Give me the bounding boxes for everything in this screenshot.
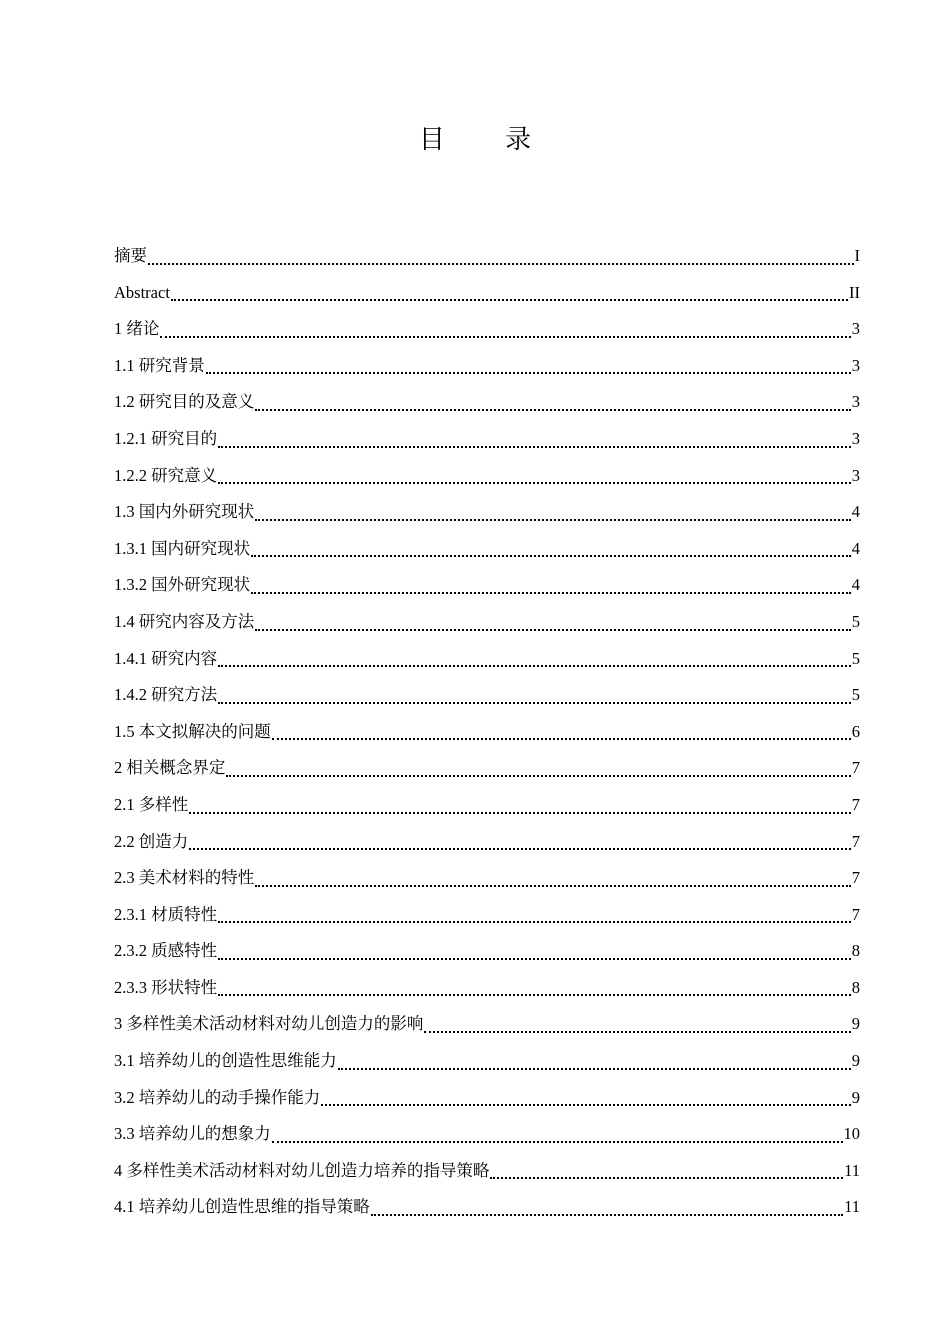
toc-entry[interactable]	[114, 1080, 860, 1117]
toc-dot-leader	[218, 920, 851, 923]
toc-title: 目 录	[418, 125, 558, 155]
toc-entry[interactable]	[114, 677, 860, 714]
toc-entry-label: Abstract	[114, 282, 170, 302]
toc-dot-leader	[255, 408, 851, 411]
toc-entry-label: 摘要	[114, 246, 147, 265]
toc-entry-page-number: 9	[851, 1014, 860, 1034]
toc-entry[interactable]	[114, 714, 860, 751]
toc-entry-label: 2.3.1 材质特性	[114, 904, 218, 924]
toc-entry-label: 1.5 本文拟解决的问题	[114, 721, 271, 741]
toc-entry-page-number: 9	[851, 1051, 860, 1071]
toc-entry-label: 1.2 研究目的及意义	[114, 392, 255, 412]
toc-entry-page-number: 5	[851, 648, 860, 668]
toc-entry[interactable]	[114, 311, 860, 348]
toc-entry-page-number: 3	[851, 465, 860, 485]
toc-entry-label: 2.2 创造力	[114, 831, 189, 851]
toc-entry-page-number: 10	[843, 1124, 860, 1144]
toc-entry[interactable]	[114, 860, 860, 897]
toc-dot-leader	[251, 554, 851, 557]
toc-entry-page-number: 3	[851, 392, 860, 412]
toc-dot-leader	[321, 1103, 851, 1106]
toc-entry[interactable]	[114, 1189, 860, 1226]
toc-entry-page-number: 6	[851, 721, 860, 741]
toc-entry-label: 1.1 研究背景	[114, 355, 205, 375]
toc-dot-leader	[251, 591, 851, 594]
toc-entry[interactable]	[114, 458, 860, 495]
toc-entry-page-number: 4	[851, 538, 860, 558]
toc-dot-leader	[371, 1213, 843, 1216]
toc-entry-page-number: 3	[851, 319, 860, 339]
toc-entry[interactable]	[114, 824, 860, 861]
toc-entry[interactable]	[114, 1043, 860, 1080]
toc-entry-label: 2.1 多样性	[114, 794, 189, 814]
toc-entry-label: 4.1 培养幼儿创造性思维的指导策略	[114, 1197, 370, 1217]
toc-entry-label: 1.2.1 研究目的	[114, 428, 218, 448]
toc-dot-leader	[255, 628, 851, 631]
toc-entry-label: 3 多样性美术活动材料对幼儿创造力的影响	[114, 1014, 424, 1034]
toc-dot-leader	[226, 774, 850, 777]
toc-entry-label: 1.3 国内外研究现状	[114, 502, 255, 522]
toc-entry-page-number: 4	[851, 502, 860, 522]
toc-dot-leader	[189, 847, 851, 850]
toc-entry-label: 1.4.1 研究内容	[114, 648, 218, 668]
toc-entry-page-number: 7	[851, 868, 860, 888]
toc-entry[interactable]	[114, 1116, 860, 1153]
toc-entry-label: 1 绪论	[114, 319, 160, 339]
toc-entry-label: 2.3.2 质感特性	[114, 941, 218, 961]
toc-entry[interactable]	[114, 1153, 860, 1190]
toc-dot-leader	[255, 884, 851, 887]
toc-entry-label: 1.3.2 国外研究现状	[114, 575, 251, 595]
toc-entry-page-number: 5	[851, 611, 860, 631]
toc-entry-label: 3.2 培养幼儿的动手操作能力	[114, 1087, 321, 1107]
toc-entry[interactable]	[114, 1006, 860, 1043]
toc-entry-page-number: 9	[851, 1087, 860, 1107]
toc-dot-leader	[171, 298, 848, 301]
toc-entry-label: 3.3 培养幼儿的想象力	[114, 1124, 271, 1144]
toc-entry-page-number: I	[854, 246, 860, 265]
toc-entry[interactable]	[114, 421, 860, 458]
toc-entry[interactable]	[114, 787, 860, 824]
toc-entry-label: 1.4 研究内容及方法	[114, 611, 255, 631]
toc-entry-page-number: II	[849, 282, 860, 302]
toc-dot-leader	[218, 993, 851, 996]
toc-entry-page-number: 7	[851, 904, 860, 924]
toc-entry-page-number: 3	[851, 355, 860, 375]
toc-entry[interactable]	[114, 348, 860, 385]
toc-entry-page-number: 11	[844, 1160, 860, 1180]
toc-list	[114, 238, 860, 1226]
toc-dot-leader	[218, 445, 851, 448]
toc-entry-page-number: 11	[844, 1197, 860, 1217]
toc-entry-label: 2.3.3 形状特性	[114, 977, 218, 997]
toc-dot-leader	[206, 371, 851, 374]
toc-entry[interactable]	[114, 897, 860, 934]
toc-entry-label: 1.3.1 国内研究现状	[114, 538, 251, 558]
toc-entry-page-number: 3	[851, 428, 860, 448]
toc-entry[interactable]	[114, 567, 860, 604]
toc-entry[interactable]	[114, 970, 860, 1007]
toc-entry-page-number: 4	[851, 575, 860, 595]
toc-entry[interactable]	[114, 384, 860, 421]
toc-dot-leader	[218, 701, 851, 704]
toc-entry[interactable]	[114, 275, 860, 312]
toc-dot-leader	[189, 811, 851, 814]
toc-entry[interactable]	[114, 531, 860, 568]
toc-dot-leader	[424, 1030, 850, 1033]
toc-entry[interactable]	[114, 933, 860, 970]
toc-entry[interactable]	[114, 750, 860, 787]
toc-entry-page-number: 7	[851, 794, 860, 814]
toc-entry-page-number: 8	[851, 941, 860, 961]
toc-entry-label: 3.1 培养幼儿的创造性思维能力	[114, 1051, 337, 1071]
toc-entry-page-number: 5	[851, 685, 860, 705]
toc-dot-leader	[218, 957, 851, 960]
toc-entry-label: 1.4.2 研究方法	[114, 685, 218, 705]
toc-dot-leader	[218, 664, 851, 667]
toc-dot-leader	[148, 262, 854, 265]
toc-entry-label: 4 多样性美术活动材料对幼儿创造力培养的指导策略	[114, 1160, 490, 1180]
toc-dot-leader	[338, 1067, 851, 1070]
toc-dot-leader	[255, 518, 851, 521]
toc-entry[interactable]	[114, 641, 860, 678]
toc-entry-label: 2.3 美术材料的特性	[114, 868, 255, 888]
toc-dot-leader	[218, 481, 851, 484]
toc-entry[interactable]	[114, 604, 860, 641]
toc-entry-label: 2 相关概念界定	[114, 758, 226, 778]
toc-entry-page-number: 7	[851, 758, 860, 778]
toc-dot-leader	[272, 1140, 843, 1143]
toc-entry-label: 1.2.2 研究意义	[114, 465, 218, 485]
toc-entry-page-number: 7	[851, 831, 860, 851]
toc-entry[interactable]	[114, 494, 860, 531]
toc-entry[interactable]	[114, 238, 860, 275]
toc-dot-leader	[490, 1176, 843, 1179]
toc-entry-page-number: 8	[851, 977, 860, 997]
toc-dot-leader	[160, 335, 850, 338]
toc-dot-leader	[272, 737, 851, 740]
